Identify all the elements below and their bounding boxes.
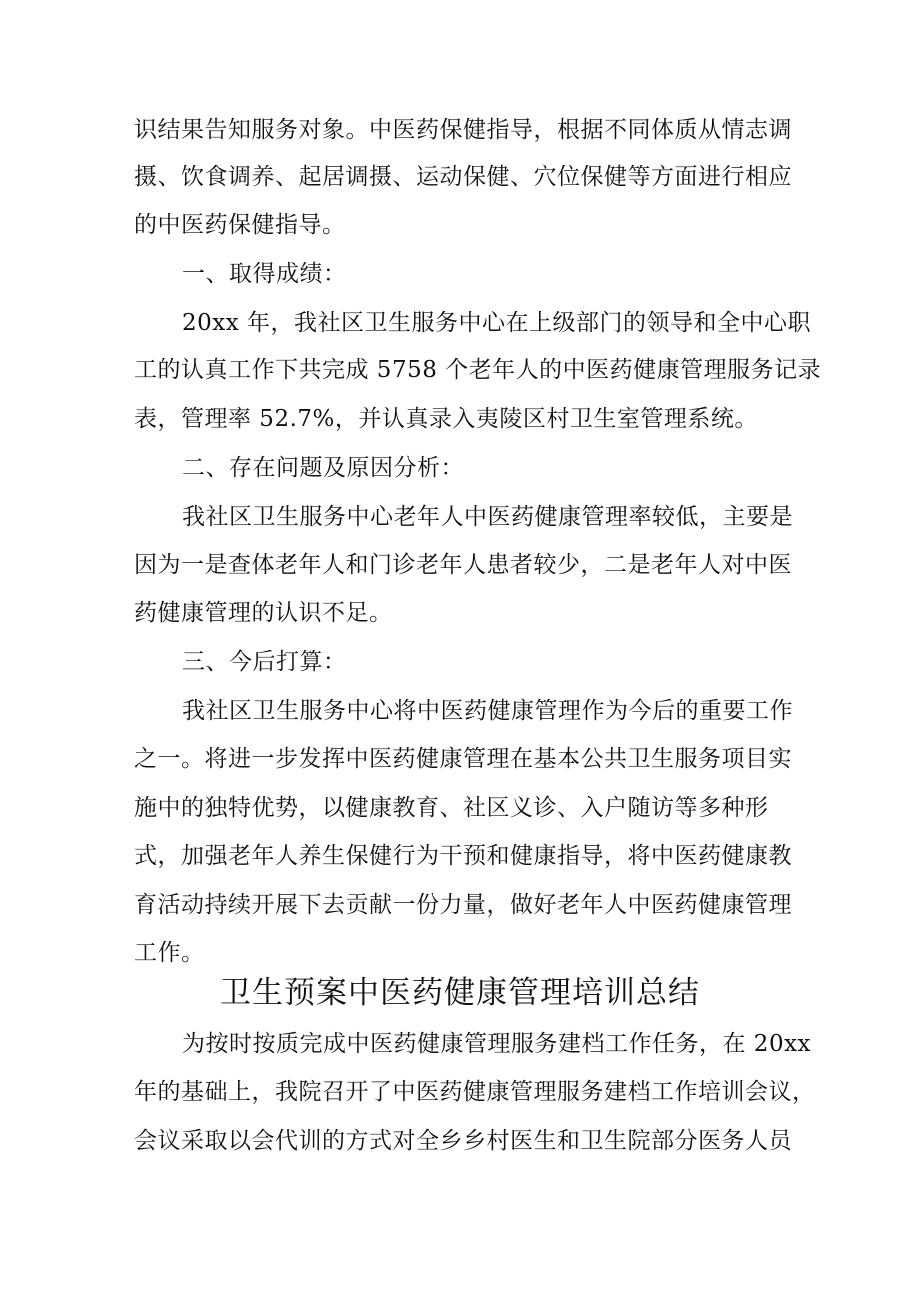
paragraph-line: 之一。将进一步发挥中医药健康管理在基本公共卫生服务项目实 [134, 746, 792, 772]
document-title: 卫生预案中医药健康管理培训总结 [220, 975, 700, 1011]
paragraph-line: 我社区卫生服务中心老年人中医药健康管理率较低，主要是 [182, 504, 793, 530]
paragraph-line: 工作。 [134, 940, 205, 966]
paragraph-line: 为按时按质完成中医药健康管理服务建档工作任务，在 20xx [182, 1031, 812, 1057]
section-heading-plans: 三、今后打算： [182, 649, 347, 675]
paragraph-line: 20xx 年，我社区卫生服务中心在上级部门的领导和全中心职 [182, 310, 812, 336]
paragraph-line: 药健康管理的认识不足。 [134, 600, 393, 626]
paragraph-line: 我社区卫生服务中心将中医药健康管理作为今后的重要工作 [182, 698, 793, 724]
paragraph-line: 施中的独特优势，以健康教育、社区义诊、入户随访等多种形 [134, 795, 769, 821]
section-heading-achievements: 一、取得成绩： [182, 261, 347, 287]
paragraph-line: 育活动持续开展下去贡献一份力量，做好老年人中医药健康管理 [134, 892, 792, 918]
paragraph-line: 因为一是查体老年人和门诊老年人患者较少，二是老年人对中医 [134, 552, 792, 578]
paragraph-line: 式，加强老年人养生保健行为干预和健康指导，将中医药健康教 [134, 843, 792, 869]
paragraph-line: 的中医药保健指导。 [134, 212, 346, 238]
section-heading-problems: 二、存在问题及原因分析： [182, 455, 464, 481]
paragraph-line: 摄、饮食调养、起居调摄、运动保健、穴位保健等方面进行相应 [134, 164, 792, 190]
paragraph-line: 工的认真工作下共完成 5758 个老年人的中医药健康管理服务记录 [134, 357, 822, 383]
paragraph-line: 识结果告知服务对象。中医药保健指导，根据不同体质从情志调 [134, 117, 792, 143]
paragraph-line: 表，管理率 52.7%，并认真录入夷陵区村卫生室管理系统。 [134, 406, 758, 432]
paragraph-line: 会议采取以会代训的方式对全乡乡村医生和卫生院部分医务人员 [134, 1128, 792, 1154]
paragraph-line: 年的基础上，我院召开了中医药健康管理服务建档工作培训会议， [134, 1079, 816, 1105]
